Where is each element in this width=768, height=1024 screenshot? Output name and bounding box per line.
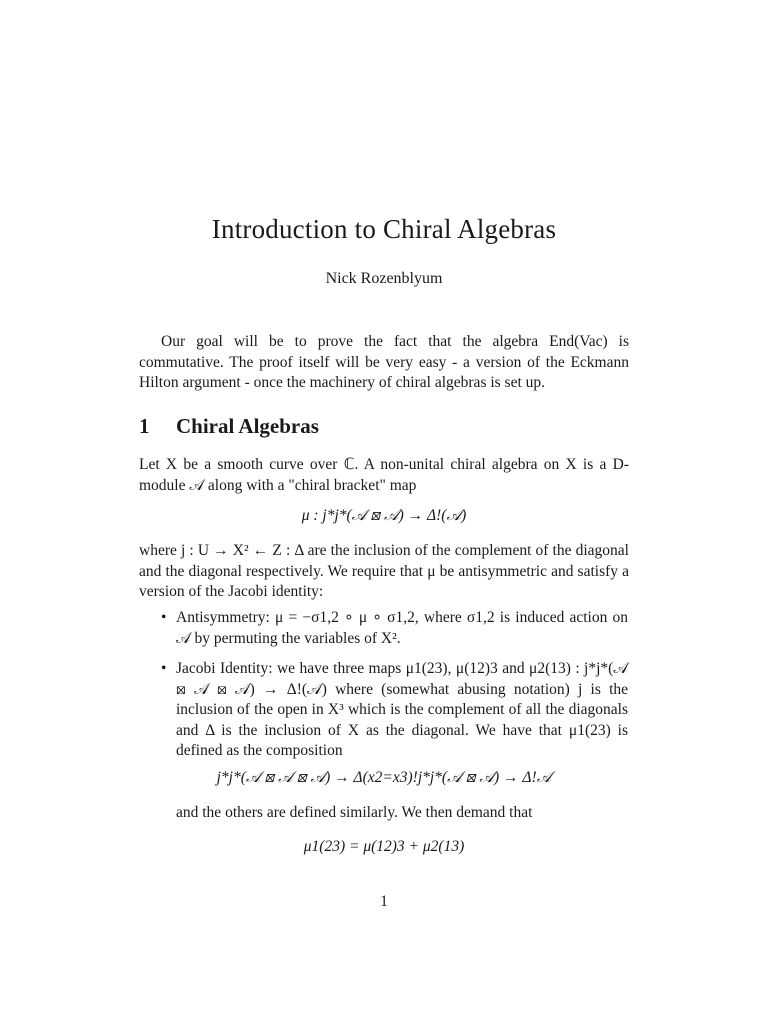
bullet-icon: •: [161, 660, 167, 677]
paragraph-inclusions: where j : U → X² ← Z : Δ are the inclusion of the complement of the diagonal and the diagonal respectively. We require that μ be antisymmetric and satisfy a version of the Jacobi identity:: [139, 542, 629, 600]
paragraph-demand: and the others are defined similarly. We then demand that: [176, 804, 533, 821]
paragraph-definition: Let X be a smooth curve over ℂ. A non-unital chiral algebra on X is a D-module 𝒜 along with a "chiral bracket" map: [139, 456, 629, 494]
paper-author: Nick Rozenblyum: [325, 270, 443, 287]
page-number: 1: [380, 893, 388, 910]
equation-jacobi: μ1(23) = μ(12)3 + μ2(13): [303, 838, 465, 855]
bullet-icon: •: [161, 609, 167, 626]
section-title: Chiral Algebras: [176, 414, 319, 438]
list-item-text: Antisymmetry: μ = −σ1,2 ∘ μ ∘ σ1,2, where σ1,2 is induced action on 𝒜 by permuting the variables of X².: [176, 609, 628, 647]
list-item-text: Jacobi Identity: we have three maps μ1(23), μ(12)3 and μ2(13) : j*j*(𝒜 ⊠ 𝒜 ⊠ 𝒜) → Δ!(𝒜) where (somewhat abusing notation) j is the inclusion of the open in X³ which is the complement of all the diagonals and Δ is the inclusion of X as the diagonal. We have that μ1(23) is defined as the composition: [176, 660, 628, 759]
section-number: 1: [139, 414, 150, 438]
section-heading: [139, 414, 319, 439]
abstract-paragraph: Our goal will be to prove the fact that the algebra End(Vac) is commutative. The proof itself will be very easy - a version of the Eckmann Hilton argument - once the machinery of chiral algebras is set up.: [139, 333, 629, 391]
equation-chiral-bracket: μ : j*j*(𝒜 ⊠ 𝒜) → Δ!(𝒜): [301, 507, 467, 524]
equation-composition: j*j*(𝒜 ⊠ 𝒜 ⊠ 𝒜) → Δ(x2=x3)!j*j*(𝒜 ⊠ 𝒜) → Δ!𝒜: [216, 769, 552, 786]
paper-title: Introduction to Chiral Algebras: [211, 214, 557, 244]
